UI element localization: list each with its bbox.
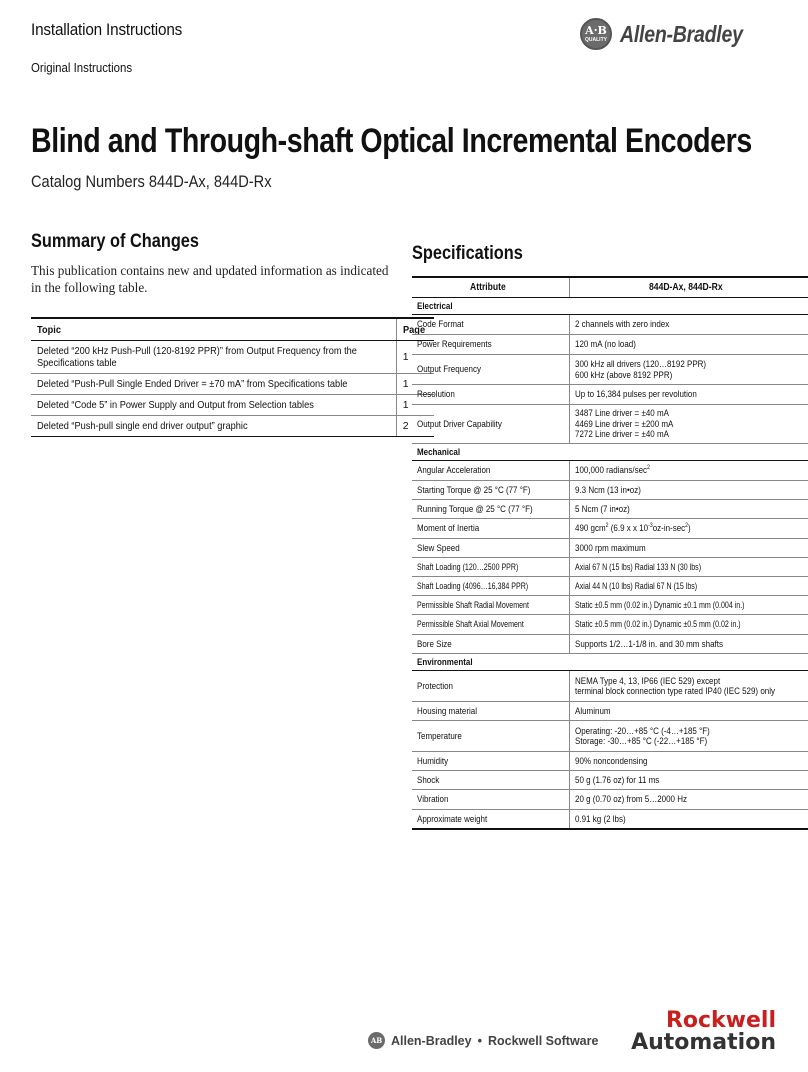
topic-cell: Deleted “Push-Pull Single Ended Driver = ±70 mA” from Specifications table (31, 374, 396, 395)
logo-word-automation: Automation (631, 1030, 776, 1055)
table-row (31, 395, 434, 416)
section-row-mechanical: Mechanical (412, 444, 808, 461)
allen-bradley-logo (580, 18, 764, 50)
table-row: Moment of Inertia 490 gcm$^2$ (6.9 x x $10^{-3}oz-in-\sec^2$) (412, 519, 808, 539)
page-cell: 1 (396, 395, 434, 416)
summary-table (31, 317, 434, 437)
specifications-heading: Specifications (412, 243, 523, 264)
table-row: Shaft Loading (120…2500 PPR) Axial 67 N (15 lbs) Radial 133 N (30 lbs) (412, 558, 808, 577)
table-row: Code Format 2 channels with zero index (412, 315, 808, 335)
column-header-model: 844D-Ax, 844D-Rx (570, 277, 808, 298)
table-row: Output Frequency 300 kHz all drivers (120…8192 PPR) 600 kHz (above 8192 PPR) (412, 355, 808, 385)
footer-separator: • (477, 1033, 482, 1048)
logo-word-rockwell: Rockwell (665, 1008, 776, 1033)
topic-cell: Deleted “Code 5” in Power Supply and Output from Selection tables (31, 395, 396, 416)
document-type: Installation Instructions (31, 20, 183, 39)
section-row-electrical: Electrical (412, 298, 808, 315)
ab-badge-small-icon: AB (368, 1032, 385, 1049)
table-row: Shaft Loading (4096…16,384 PPR) Axial 44 N (10 lbs) Radial 67 N (15 lbs) (412, 577, 808, 596)
column-header-topic: Topic (31, 318, 396, 341)
page-cell: 2 (396, 416, 434, 437)
table-row: Output Driver Capability 3487 Line driver = ±40 mA 4469 Line driver = ±200 mA 7272 Line driver = ±40 mA (412, 405, 808, 444)
column-header-attribute: Attribute (412, 277, 570, 298)
topic-cell: Deleted “200 kHz Push-Pull (120-8192 PPR)” from Output Frequency from the Specifications table (31, 341, 396, 374)
table-row: Temperature Operating: -20…+85 °C (-4…+185 °F) Storage: -30…+85 °C (-22…+185 °F) (412, 721, 808, 752)
table-row (31, 374, 434, 395)
table-row (31, 341, 434, 374)
section-row-environmental: Environmental (412, 654, 808, 671)
table-row: Bore Size Supports 1/2…1-1/8 in. and 30 mm shafts (412, 635, 808, 654)
catalog-numbers: Catalog Numbers 844D-Ax, 844D-Rx (31, 172, 272, 191)
table-row: Vibration 20 g (0.70 oz) from 5…2000 Hz (412, 790, 808, 810)
footer-brand-allen-bradley: Allen-Bradley (391, 1033, 472, 1048)
table-row: Resolution Up to 16,384 pulses per revolution (412, 385, 808, 405)
table-row: Running Torque @ 25 °C (77 °F) 5 Ncm (7 in•oz) (412, 500, 808, 519)
topic-cell: Deleted “Push-pull single end driver output” graphic (31, 416, 396, 437)
ab-badge-icon: A·B QUALITY (580, 18, 612, 50)
table-row: Angular Acceleration 100,000 radians/$\sec^2$ (412, 461, 808, 481)
document-subtitle: Original Instructions (31, 60, 133, 75)
table-row: Slew Speed 3000 rpm maximum (412, 539, 808, 558)
table-row: Starting Torque @ 25 °C (77 °F) 9.3 Ncm (13 in•oz) (412, 481, 808, 500)
table-row: Humidity 90% noncondensing (412, 752, 808, 771)
table-row: Housing material Aluminum (412, 702, 808, 721)
footer-brand-rockwell-software: Rockwell Software (487, 1033, 599, 1048)
table-row: Permissible Shaft Axial Movement Static ±0.5 mm (0.02 in.) Dynamic ±0.5 mm (0.02 in.) (412, 615, 808, 635)
table-row: Shock 50 g (1.76 oz) for 11 ms (412, 771, 808, 790)
table-row: Permissible Shaft Radial Movement Static ±0.5 mm (0.02 in.) Dynamic ±0.1 mm (0.004 in.) (412, 596, 808, 615)
footer-brands (368, 1032, 598, 1049)
page-title: Blind and Through-shaft Optical Incremental Encoders (31, 122, 752, 160)
rockwell-automation-logo (616, 1010, 776, 1054)
table-row (31, 416, 434, 437)
specifications-table (412, 276, 808, 830)
table-row: Protection NEMA Type 4, 13, IP66 (IEC 529) except terminal block connection type rated IP40 (IEC 529) only (412, 671, 808, 702)
page-cell: 1 (396, 374, 434, 395)
column-header-page: Page (396, 318, 434, 341)
table-row: Approximate weight 0.91 kg (2 lbs) (412, 810, 808, 829)
brand-name: Allen-Bradley (620, 20, 743, 47)
summary-heading: Summary of Changes (31, 231, 199, 252)
table-row: Power Requirements 120 mA (no load) (412, 335, 808, 355)
summary-intro: This publication contains new and updated information as indicated in the following table. (31, 263, 389, 295)
page-cell: 1 (396, 341, 434, 374)
